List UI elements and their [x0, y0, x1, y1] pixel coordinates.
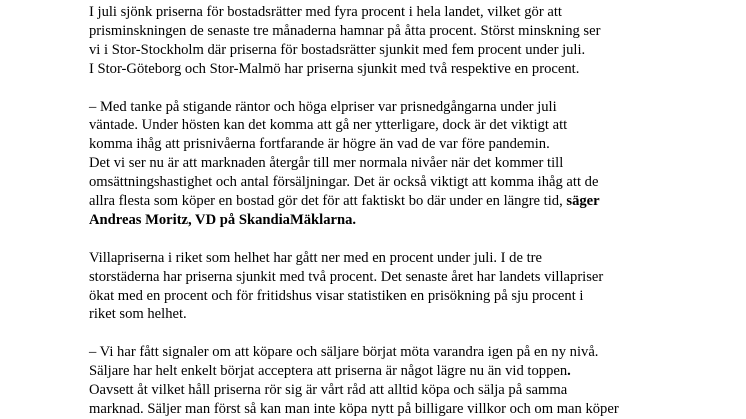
- text-line: komma ihåg att prisnivåerna fortfarande är högre än vad de var före pandemin.: [89, 136, 550, 153]
- bold-period: .: [567, 363, 571, 380]
- text-line: riket som helhet.: [89, 306, 187, 323]
- text-line: [89, 192, 729, 211]
- paragraph-spacer: [89, 324, 729, 343]
- press-release-body: [89, 3, 729, 419]
- text-line: prisminskningen de senaste tre månaderna hamnar på åtta procent. Störst minskning ser: [89, 22, 601, 39]
- quote-attribution-verb: säger: [566, 193, 600, 210]
- paragraph-spacer: [89, 79, 729, 98]
- text-line: Oavsett åt vilket håll priserna rör sig är vårt råd att alltid köpa och sälja på samma: [89, 382, 568, 399]
- text-line: storstäderna har priserna sjunkit med två procent. Det senaste året har landets villapriser: [89, 268, 604, 285]
- text-line: omsättningshastighet och antal försäljningar. Det är också viktigt att komma ihåg att de: [89, 174, 599, 191]
- quote-text: allra flesta som köper en bostad gör det för att faktiskt bo där under en längre tid,: [89, 193, 567, 210]
- text-line: – Med tanke på stigande räntor och höga elpriser var prisnedgångarna under juli: [89, 98, 557, 115]
- paragraph-villa-prices: [89, 249, 729, 325]
- paragraph-quote-moritz: [89, 98, 729, 230]
- text-line: vi i Stor-Stockholm där priserna för bostadsrätter sjunkit med fem procent under juli.: [89, 41, 586, 58]
- text-line: I Stor-Göteborg och Stor-Malmö har priserna sjunkit med två respektive en procent.: [89, 60, 580, 77]
- paragraph-buyer-seller-signals: [89, 343, 729, 419]
- text-line: väntade. Under hösten kan det komma att gå ner ytterligare, dock är det viktigt att: [89, 117, 568, 134]
- text-line: Villapriserna i riket som helhet har gått ner med en procent under juli. I de tre: [89, 249, 542, 266]
- text-line: Det vi ser nu är att marknaden återgår till mer normala nivåer när det kommer till: [89, 155, 564, 172]
- text-line: – Vi har fått signaler om att köpare och säljare börjat möta varandra igen på en ny nivå.: [89, 344, 599, 361]
- text-line: ökat med en procent och för fritidshus visar statistiken en prisökning på sju procent i: [89, 287, 584, 304]
- paragraph-spacer: [89, 230, 729, 249]
- text-line: marknad. Säljer man först så kan man inte köpa nytt på billigare villkor och om man köper: [89, 400, 619, 417]
- paragraph-apartment-prices: [89, 3, 729, 79]
- text-line: I juli sjönk priserna för bostadsrätter med fyra procent i hela landet, vilket gör att: [89, 4, 562, 20]
- quote-attribution: Andreas Moritz, VD på SkandiaMäklarna.: [89, 211, 357, 228]
- sentence-text: Säljare har helt enkelt börjat acceptera att priserna är något lägre nu än vid toppen: [89, 363, 568, 380]
- text-line: [89, 362, 729, 381]
